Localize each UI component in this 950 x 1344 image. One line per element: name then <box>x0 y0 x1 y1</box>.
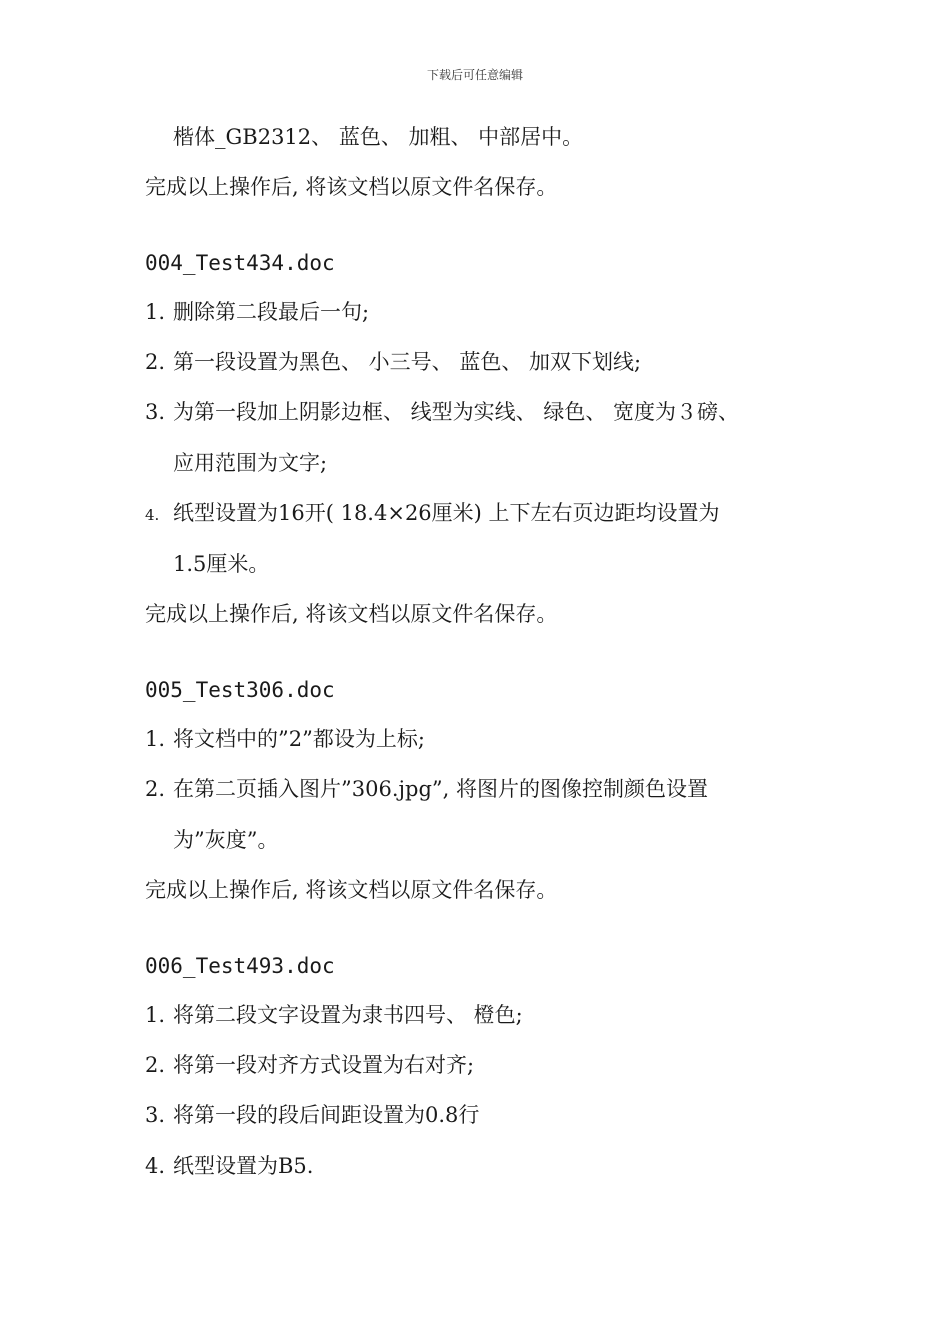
list-item <box>145 725 425 753</box>
save-instruction: 完成以上操作后, 将该文档以原文件名保存。 <box>145 602 558 626</box>
list-item-text: 将第一段对齐方式设置为右对齐; <box>173 1053 475 1077</box>
list-item <box>145 298 369 326</box>
list-number: 4. <box>145 1154 166 1178</box>
list-item <box>145 1101 479 1129</box>
list-number: 3. <box>145 400 166 424</box>
list-item-continuation: 应用范围为文字; <box>173 451 328 475</box>
list-item <box>145 1152 313 1180</box>
list-item-text: 将第二段文字设置为隶书四号、 橙色; <box>173 1003 523 1027</box>
list-number: 4. <box>145 506 160 524</box>
list-number: 3. <box>145 1103 166 1127</box>
list-item <box>145 1001 523 1029</box>
save-instruction: 完成以上操作后, 将该文档以原文件名保存。 <box>145 175 558 199</box>
section-heading-005: 005_Test306.doc <box>145 678 335 702</box>
list-item-text: 纸型设置为B5. <box>173 1154 314 1178</box>
list-item-text: 将文档中的”2”都设为上标; <box>173 727 425 751</box>
list-item <box>145 775 708 803</box>
list-item-text: 第一段设置为黑色、 小三号、 蓝色、 加双下划线; <box>173 350 642 374</box>
list-item <box>145 398 739 426</box>
list-number: 1. <box>145 727 166 751</box>
list-item <box>145 1051 474 1079</box>
section-heading-004: 004_Test434.doc <box>145 251 335 275</box>
list-item-text: 纸型设置为16开( 18.4×26厘米) 上下左右页边距均设置为 <box>173 501 720 525</box>
list-item-text: 为第一段加上阴影边框、 线型为实线、 绿色、 宽度为３磅、 <box>173 400 740 424</box>
list-number: 2. <box>145 350 166 374</box>
page-header: 下载后可任意编辑 <box>426 68 523 82</box>
list-item-text: 删除第二段最后一句; <box>173 300 370 324</box>
list-number: 1. <box>145 1003 166 1027</box>
list-item <box>145 499 720 529</box>
list-number: 2. <box>145 777 166 801</box>
list-number: 2. <box>145 1053 166 1077</box>
list-number: 1. <box>145 300 166 324</box>
list-item-continuation: 1.5厘米。 <box>173 552 270 576</box>
list-item-text: 在第二页插入图片”306.jpg”, 将图片的图像控制颜色设置 <box>173 777 708 801</box>
paragraph-line: 楷体_GB2312、 蓝色、 加粗、 中部居中。 <box>173 125 584 149</box>
save-instruction: 完成以上操作后, 将该文档以原文件名保存。 <box>145 878 558 902</box>
list-item-continuation: 为”灰度”。 <box>173 828 279 852</box>
list-item-text: 将第一段的段后间距设置为0.8行 <box>173 1103 480 1127</box>
section-heading-006: 006_Test493.doc <box>145 954 335 978</box>
list-item <box>145 348 641 376</box>
